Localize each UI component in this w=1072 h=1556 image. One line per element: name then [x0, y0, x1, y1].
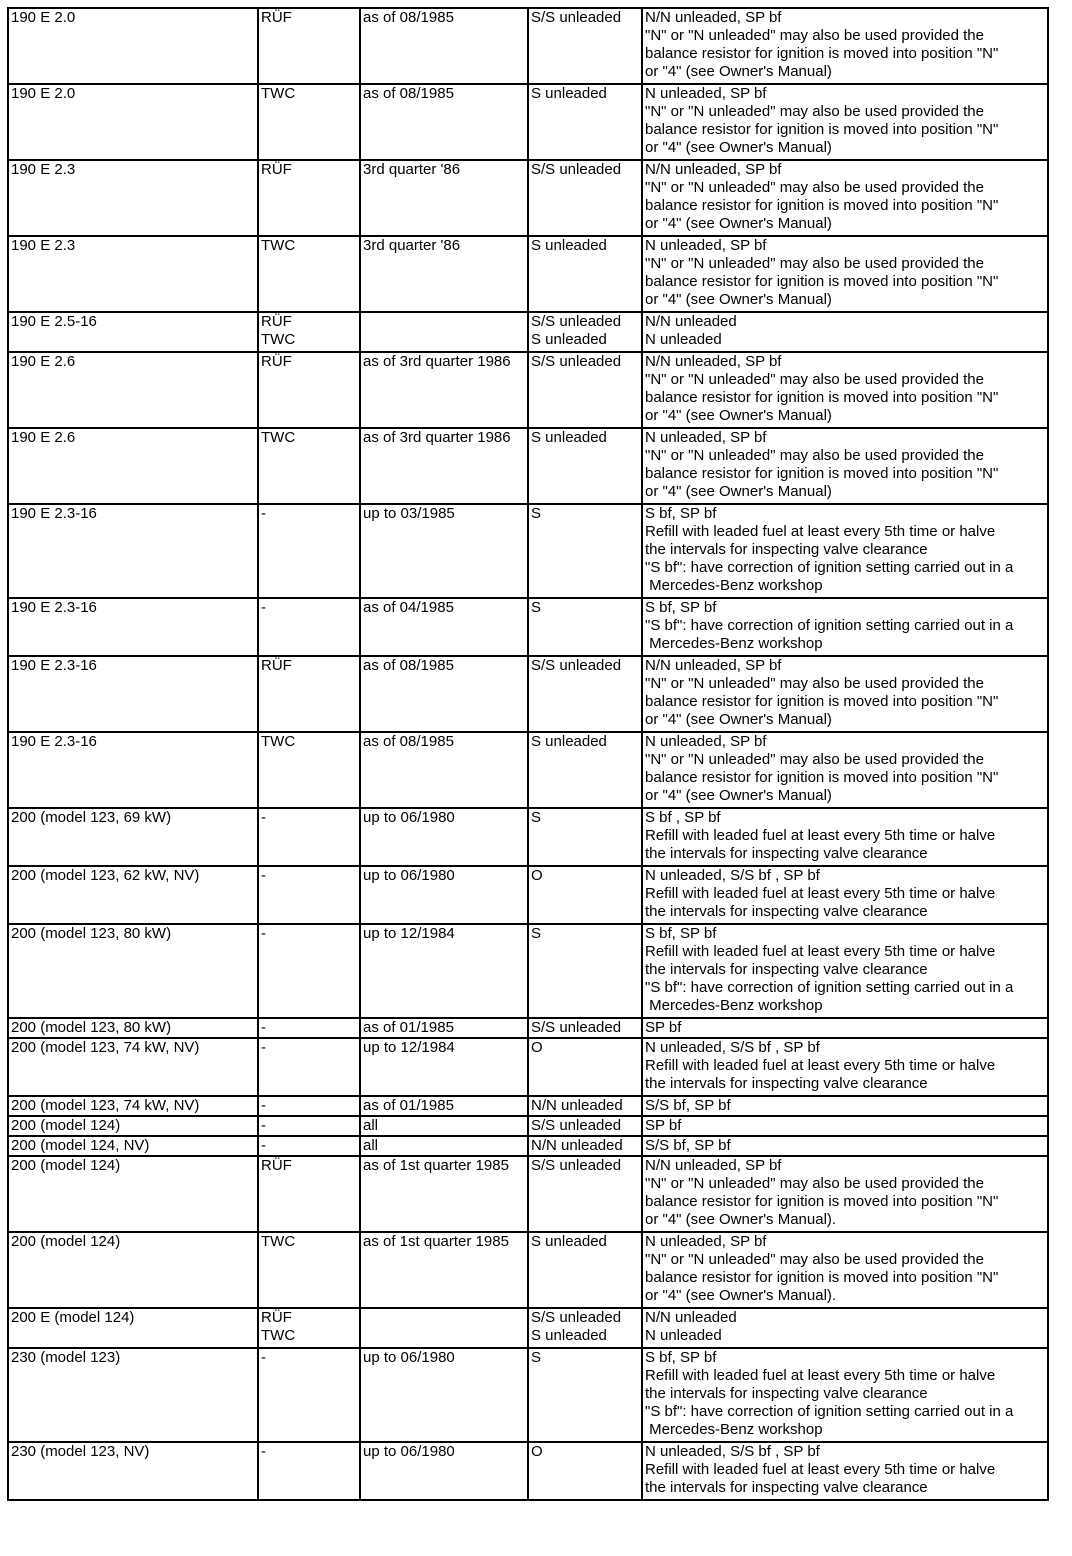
alternative-fuel-cell: S bf, SP bf Refill with leaded fuel at least every 5th time or halve the intervals for inspecting valve clearance "S bf": have correction of ignition setting carried out in a Mercedes-Benz workshop [642, 1348, 1048, 1442]
table-row [8, 428, 1048, 504]
catalyst-cell: - [258, 808, 360, 866]
catalyst-cell: RÜF [258, 160, 360, 236]
catalyst-cell: - [258, 1348, 360, 1442]
production-cell: as of 1st quarter 1985 [360, 1156, 528, 1232]
catalyst-cell: - [258, 1442, 360, 1500]
recommended-fuel-cell: S/S unleaded [528, 1116, 642, 1136]
alternative-fuel-cell: N unleaded, S/S bf , SP bf Refill with leaded fuel at least every 5th time or halve the intervals for inspecting valve clearance [642, 1038, 1048, 1096]
table-row [8, 732, 1048, 808]
model-cell: 190 E 2.3-16 [8, 504, 258, 598]
model-cell: 200 (model 124) [8, 1156, 258, 1232]
catalyst-cell: TWC [258, 236, 360, 312]
catalyst-cell: - [258, 1018, 360, 1038]
model-cell: 200 (model 123, 62 kW, NV) [8, 866, 258, 924]
model-cell: 200 E (model 124) [8, 1308, 258, 1348]
recommended-fuel-cell: S/S unleaded S unleaded [528, 1308, 642, 1348]
model-cell: 230 (model 123, NV) [8, 1442, 258, 1500]
recommended-fuel-cell: S/S unleaded [528, 8, 642, 84]
table-row [8, 1232, 1048, 1308]
model-cell: 190 E 2.3 [8, 236, 258, 312]
alternative-fuel-cell: N/N unleaded, SP bf "N" or "N unleaded" may also be used provided the balance resistor for ignition is moved into position "N" or "4" (see Owner's Manual) [642, 656, 1048, 732]
production-cell: as of 3rd quarter 1986 [360, 428, 528, 504]
alternative-fuel-cell: S bf, SP bf "S bf": have correction of ignition setting carried out in a Mercedes-Benz workshop [642, 598, 1048, 656]
model-cell: 190 E 2.6 [8, 352, 258, 428]
catalyst-cell: - [258, 1136, 360, 1156]
table-row [8, 866, 1048, 924]
alternative-fuel-cell: S bf, SP bf Refill with leaded fuel at least every 5th time or halve the intervals for inspecting valve clearance "S bf": have correction of ignition setting carried out in a Mercedes-Benz workshop [642, 504, 1048, 598]
recommended-fuel-cell: S/S unleaded [528, 1018, 642, 1038]
recommended-fuel-cell: N/N unleaded [528, 1096, 642, 1116]
catalyst-cell: RÜF [258, 352, 360, 428]
catalyst-cell: RÜF [258, 656, 360, 732]
recommended-fuel-cell: S [528, 598, 642, 656]
catalyst-cell: - [258, 504, 360, 598]
production-cell: all [360, 1136, 528, 1156]
production-cell: as of 08/1985 [360, 8, 528, 84]
alternative-fuel-cell: N/N unleaded N unleaded [642, 312, 1048, 352]
recommended-fuel-cell: O [528, 1442, 642, 1500]
alternative-fuel-cell: N unleaded, SP bf "N" or "N unleaded" may also be used provided the balance resistor for ignition is moved into position "N" or "4" (see Owner's Manual). [642, 1232, 1048, 1308]
alternative-fuel-cell: N/N unleaded, SP bf "N" or "N unleaded" may also be used provided the balance resistor for ignition is moved into position "N" or "4" (see Owner's Manual) [642, 8, 1048, 84]
production-cell: as of 08/1985 [360, 84, 528, 160]
table-row [8, 312, 1048, 352]
recommended-fuel-cell: S [528, 1348, 642, 1442]
alternative-fuel-cell: N unleaded, SP bf "N" or "N unleaded" may also be used provided the balance resistor for ignition is moved into position "N" or "4" (see Owner's Manual) [642, 732, 1048, 808]
catalyst-cell: TWC [258, 732, 360, 808]
recommended-fuel-cell: S/S unleaded [528, 352, 642, 428]
recommended-fuel-cell: O [528, 866, 642, 924]
table-row [8, 1156, 1048, 1232]
table-row [8, 160, 1048, 236]
catalyst-cell: - [258, 924, 360, 1018]
model-cell: 230 (model 123) [8, 1348, 258, 1442]
model-cell: 190 E 2.5-16 [8, 312, 258, 352]
table-row [8, 598, 1048, 656]
alternative-fuel-cell: N unleaded, SP bf "N" or "N unleaded" may also be used provided the balance resistor for ignition is moved into position "N" or "4" (see Owner's Manual) [642, 236, 1048, 312]
model-cell: 200 (model 124, NV) [8, 1136, 258, 1156]
model-cell: 200 (model 123, 74 kW, NV) [8, 1038, 258, 1096]
model-cell: 200 (model 123, 74 kW, NV) [8, 1096, 258, 1116]
catalyst-cell: TWC [258, 428, 360, 504]
table-row [8, 1038, 1048, 1096]
production-cell: up to 06/1980 [360, 1348, 528, 1442]
catalyst-cell: - [258, 598, 360, 656]
table-row [8, 352, 1048, 428]
recommended-fuel-cell: S [528, 504, 642, 598]
model-cell: 190 E 2.3-16 [8, 732, 258, 808]
alternative-fuel-cell: S bf , SP bf Refill with leaded fuel at least every 5th time or halve the intervals for inspecting valve clearance [642, 808, 1048, 866]
alternative-fuel-cell: S/S bf, SP bf [642, 1136, 1048, 1156]
alternative-fuel-cell: N unleaded, S/S bf , SP bf Refill with leaded fuel at least every 5th time or halve the intervals for inspecting valve clearance [642, 866, 1048, 924]
model-cell: 200 (model 124) [8, 1232, 258, 1308]
recommended-fuel-cell: O [528, 1038, 642, 1096]
production-cell: as of 3rd quarter 1986 [360, 352, 528, 428]
alternative-fuel-cell: N/N unleaded, SP bf "N" or "N unleaded" may also be used provided the balance resistor for ignition is moved into position "N" or "4" (see Owner's Manual) [642, 160, 1048, 236]
production-cell: as of 1st quarter 1985 [360, 1232, 528, 1308]
model-cell: 200 (model 123, 80 kW) [8, 1018, 258, 1038]
model-cell: 190 E 2.0 [8, 84, 258, 160]
production-cell: as of 04/1985 [360, 598, 528, 656]
table-row [8, 1442, 1048, 1500]
recommended-fuel-cell: S/S unleaded [528, 1156, 642, 1232]
alternative-fuel-cell: S bf, SP bf Refill with leaded fuel at least every 5th time or halve the intervals for inspecting valve clearance "S bf": have correction of ignition setting carried out in a Mercedes-Benz workshop [642, 924, 1048, 1018]
fuel-recommendation-document [7, 7, 1047, 1501]
alternative-fuel-cell: N unleaded, S/S bf , SP bf Refill with leaded fuel at least every 5th time or halve the intervals for inspecting valve clearance [642, 1442, 1048, 1500]
model-cell: 200 (model 123, 80 kW) [8, 924, 258, 1018]
production-cell: all [360, 1116, 528, 1136]
alternative-fuel-cell: SP bf [642, 1116, 1048, 1136]
table-row [8, 236, 1048, 312]
catalyst-cell: - [258, 1096, 360, 1116]
production-cell: 3rd quarter '86 [360, 236, 528, 312]
model-cell: 190 E 2.3-16 [8, 656, 258, 732]
alternative-fuel-cell: N/N unleaded N unleaded [642, 1308, 1048, 1348]
catalyst-cell: - [258, 1116, 360, 1136]
recommended-fuel-cell: S unleaded [528, 732, 642, 808]
model-cell: 190 E 2.6 [8, 428, 258, 504]
table-row [8, 8, 1048, 84]
production-cell: up to 12/1984 [360, 1038, 528, 1096]
table-row [8, 1348, 1048, 1442]
production-cell: up to 06/1980 [360, 866, 528, 924]
table-row [8, 656, 1048, 732]
production-cell: as of 08/1985 [360, 656, 528, 732]
alternative-fuel-cell: S/S bf, SP bf [642, 1096, 1048, 1116]
catalyst-cell: RÜF TWC [258, 1308, 360, 1348]
production-cell: up to 12/1984 [360, 924, 528, 1018]
table-row [8, 84, 1048, 160]
recommended-fuel-cell: N/N unleaded [528, 1136, 642, 1156]
model-cell: 200 (model 123, 69 kW) [8, 808, 258, 866]
alternative-fuel-cell: N unleaded, SP bf "N" or "N unleaded" may also be used provided the balance resistor for ignition is moved into position "N" or "4" (see Owner's Manual) [642, 84, 1048, 160]
catalyst-cell: RÜF [258, 8, 360, 84]
table-row [8, 924, 1048, 1018]
production-cell: as of 01/1985 [360, 1096, 528, 1116]
production-cell: as of 08/1985 [360, 732, 528, 808]
recommended-fuel-cell: S unleaded [528, 84, 642, 160]
recommended-fuel-cell: S/S unleaded [528, 160, 642, 236]
recommended-fuel-cell: S [528, 808, 642, 866]
alternative-fuel-cell: SP bf [642, 1018, 1048, 1038]
production-cell [360, 1308, 528, 1348]
recommended-fuel-cell: S/S unleaded [528, 656, 642, 732]
catalyst-cell: TWC [258, 84, 360, 160]
table-row [8, 1018, 1048, 1038]
recommended-fuel-cell: S/S unleaded S unleaded [528, 312, 642, 352]
recommended-fuel-cell: S unleaded [528, 236, 642, 312]
table-row [8, 1136, 1048, 1156]
catalyst-cell: RÜF [258, 1156, 360, 1232]
alternative-fuel-cell: N/N unleaded, SP bf "N" or "N unleaded" may also be used provided the balance resistor for ignition is moved into position "N" or "4" (see Owner's Manual). [642, 1156, 1048, 1232]
production-cell: up to 06/1980 [360, 1442, 528, 1500]
catalyst-cell: RÜF TWC [258, 312, 360, 352]
model-cell: 190 E 2.3 [8, 160, 258, 236]
production-cell: up to 03/1985 [360, 504, 528, 598]
alternative-fuel-cell: N unleaded, SP bf "N" or "N unleaded" may also be used provided the balance resistor for ignition is moved into position "N" or "4" (see Owner's Manual) [642, 428, 1048, 504]
table-row [8, 1308, 1048, 1348]
table-row [8, 504, 1048, 598]
table-row [8, 808, 1048, 866]
production-cell: 3rd quarter '86 [360, 160, 528, 236]
catalyst-cell: - [258, 866, 360, 924]
model-cell: 190 E 2.3-16 [8, 598, 258, 656]
recommended-fuel-cell: S unleaded [528, 428, 642, 504]
production-cell: as of 01/1985 [360, 1018, 528, 1038]
table-row [8, 1096, 1048, 1116]
alternative-fuel-cell: N/N unleaded, SP bf "N" or "N unleaded" may also be used provided the balance resistor for ignition is moved into position "N" or "4" (see Owner's Manual) [642, 352, 1048, 428]
fuel-table [7, 7, 1049, 1501]
table-row [8, 1116, 1048, 1136]
model-cell: 190 E 2.0 [8, 8, 258, 84]
catalyst-cell: - [258, 1038, 360, 1096]
production-cell: up to 06/1980 [360, 808, 528, 866]
recommended-fuel-cell: S unleaded [528, 1232, 642, 1308]
production-cell [360, 312, 528, 352]
model-cell: 200 (model 124) [8, 1116, 258, 1136]
recommended-fuel-cell: S [528, 924, 642, 1018]
catalyst-cell: TWC [258, 1232, 360, 1308]
